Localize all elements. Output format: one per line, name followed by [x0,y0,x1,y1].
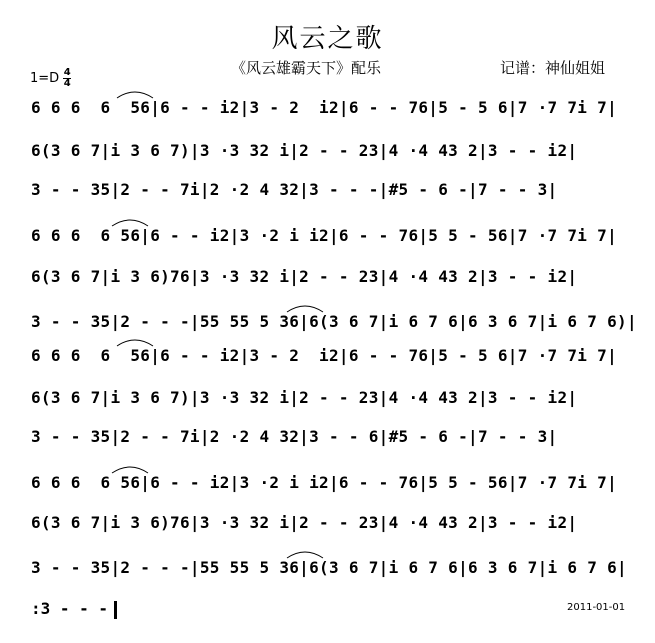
time-signature [63,68,71,89]
key-signature [30,68,71,89]
notation-line: 3 - - 35|2 - - 7i|2 ·2 4 32|3 - - 6|#5 - 6 -|7 - - 3| [31,427,558,446]
notation-line: 6(3 6 7|i 3 6)76|3 ·3 32 i|2 - - 23|4 ·4 43 2|3 - - i2| [31,513,578,532]
notation-line: 6(3 6 7|i 3 6 7)|3 ·3 32 i|2 - - 23|4 ·4 43 2|3 - - i2| [31,141,578,160]
notation-line: 6(3 6 7|i 3 6 7)|3 ·3 32 i|2 - - 23|4 ·4 43 2|3 - - i2| [31,388,578,407]
time-signature-bottom: 4 [63,78,71,89]
notation-line: 6 6 6 6 56|6 - - i2|3 - 2 i2|6 - - 76|5 - 5 6|7 ·7 7i 7| [31,346,618,365]
notation-line: 6 6 6 6 56|6 - - i2|3 ·2 i i2|6 - - 76|5 5 - 56|7 ·7 7i 7| [31,473,618,492]
final-notes: :3 - - - [31,599,109,618]
notation-line: 6(3 6 7|i 3 6)76|3 ·3 32 i|2 - - 23|4 ·4 43 2|3 - - i2| [31,267,578,286]
notation-line: 6 6 6 6 56|6 - - i2|3 - 2 i2|6 - - 76|5 - 5 6|7 ·7 7i 7| [31,98,618,117]
notation-line: 6 6 6 6 56|6 - - i2|3 ·2 i i2|6 - - 76|5 5 - 56|7 ·7 7i 7| [31,226,618,245]
song-title: 风云之歌 [271,24,384,54]
final-line [31,599,117,619]
notation-line: 3 - - 35|2 - - -|55 55 5 36|6(3 6 7|i 6 7 6|6 3 6 7|i 6 7 6| [31,558,627,577]
key-label: 1=D [30,71,60,86]
end-barline [114,601,117,619]
time-signature-top: 4 [63,67,71,78]
song-subtitle: 《风云雄霸天下》配乐 [231,59,382,77]
notation-line: 3 - - 35|2 - - 7i|2 ·2 4 32|3 - - -|#5 - 6 -|7 - - 3| [31,180,558,199]
notation-line: 3 - - 35|2 - - -|55 55 5 36|6(3 6 7|i 6 7 6|6 3 6 7|i 6 7 6)| [31,312,637,331]
date-stamp: 2011-01-01 [567,602,626,613]
transcriber-credit: 记谱：神仙姐姐 [500,59,606,77]
